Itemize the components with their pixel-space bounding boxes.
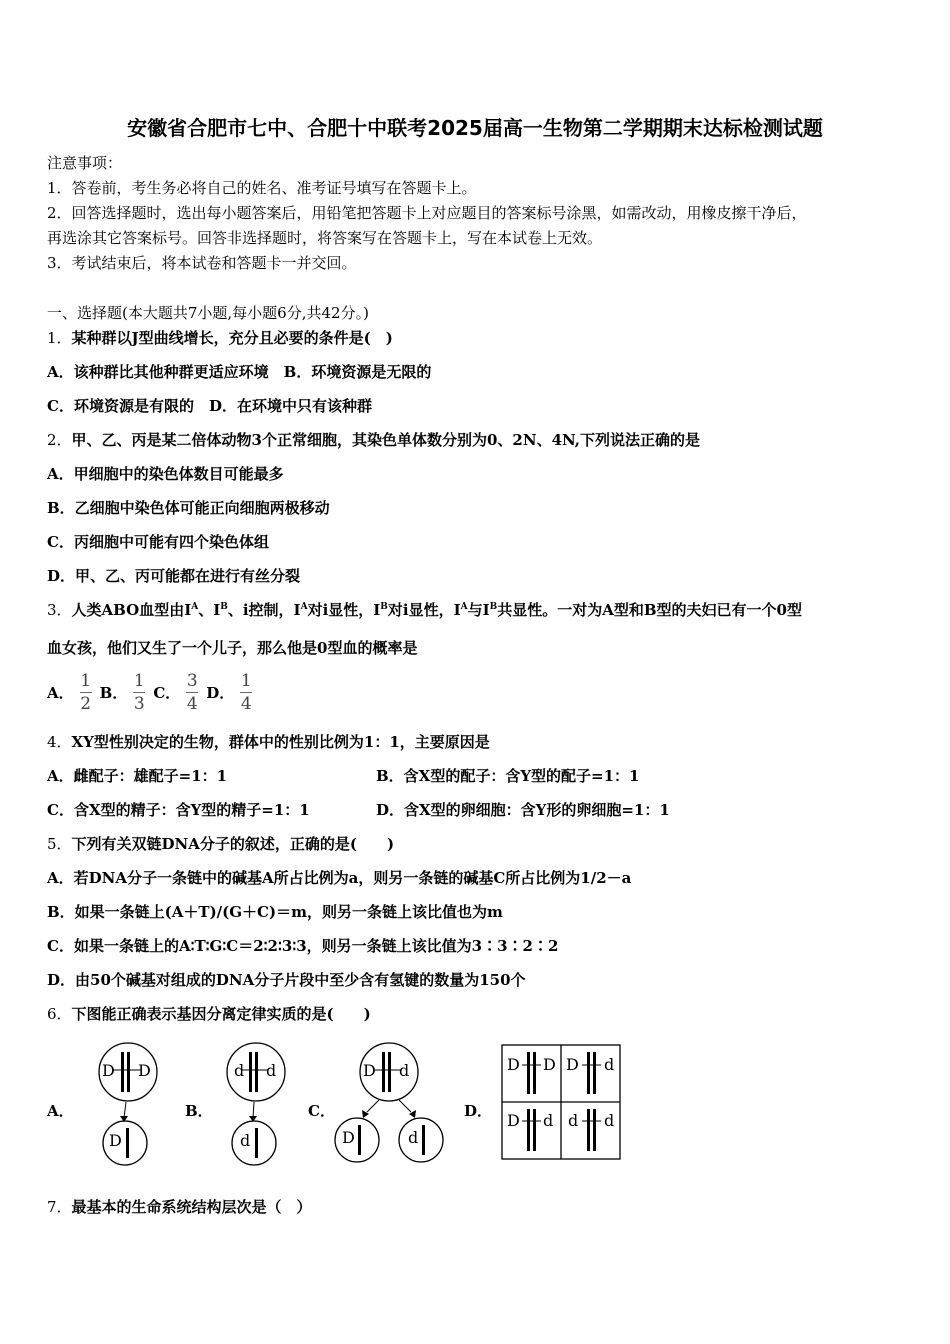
- gene-label: d: [234, 1061, 245, 1080]
- arrow: [124, 1102, 126, 1118]
- option-label: A．: [47, 684, 74, 702]
- gene-label: d: [568, 1111, 579, 1130]
- q4-option-b: B．含X型的配子：含Y型的配子=1：1: [376, 767, 640, 785]
- notice-item: 2．回答选择题时，选出每小题答案后，用铅笔把答题卡上对应题目的答案标号涂黑，如需改动，用橡皮擦干净后，: [47, 204, 807, 222]
- numerator: 1: [80, 671, 92, 691]
- gene-label: d: [240, 1131, 251, 1150]
- question-5: [47, 833, 394, 854]
- chromatid: [255, 1052, 258, 1092]
- q1-options-line-2: C．环境资源是有限的 D．在环境中只有该种群: [47, 397, 372, 415]
- q3-text: 对i显性，I: [307, 601, 381, 619]
- question-stem: XY型性别决定的生物，群体中的性别比例为1：1，主要原因是: [71, 733, 490, 751]
- gene-label: D: [363, 1061, 376, 1080]
- fraction: [240, 670, 252, 715]
- notice-heading: 注意事项：: [47, 154, 123, 172]
- q2-option-c: C．丙细胞中可能有四个染色体组: [47, 533, 269, 551]
- chromatid: [126, 1128, 129, 1158]
- cell-circle: [399, 1118, 443, 1162]
- question-number: 3．: [47, 601, 72, 619]
- cell-circle: [232, 1121, 276, 1165]
- q6-label-b: B．: [185, 1102, 213, 1120]
- denominator: 3: [133, 694, 145, 714]
- question-stem: 下列有关双链DNA分子的叙述，正确的是( ): [71, 835, 395, 853]
- arrow: [367, 1100, 379, 1112]
- q3-sup: B: [380, 602, 388, 612]
- gene-label: d: [604, 1055, 615, 1074]
- question-number: 4．: [47, 733, 72, 751]
- chromatid: [533, 1109, 536, 1151]
- question-6: [47, 1003, 371, 1024]
- q3-text: 共显性。一对为A型和B型的夫妇已有一个0型: [497, 601, 802, 619]
- question-stem: 甲、乙、丙是某二倍体动物3个正常细胞，其染色单体数分别为0、2N、4N,下列说法正确的是: [71, 431, 700, 449]
- chromatid: [593, 1109, 596, 1151]
- q4-option-d: D．含X型的卵细胞：含Y形的卵细胞=1：1: [376, 801, 670, 819]
- numerator: 3: [186, 671, 198, 691]
- question-number: 7．: [47, 1198, 72, 1216]
- page-title: 安徽省合肥市七中、合肥十中联考2025届高一生物第二学期期末达标检测试题: [127, 116, 823, 140]
- q3-text: 与I: [467, 601, 490, 619]
- question-stem: 最基本的生命系统结构层次是（ ）: [71, 1198, 312, 1216]
- chromatid: [527, 1052, 530, 1094]
- notice-item: 再选涂其它答案标号。回答非选择题时，将答案写在答题卡上，写在本试卷上无效。: [47, 229, 603, 247]
- chromatid: [249, 1052, 252, 1092]
- gene-label: D: [342, 1128, 355, 1147]
- q2-option-a: A．甲细胞中的染色体数目可能最多: [47, 465, 284, 483]
- gene-label: D: [109, 1131, 122, 1150]
- q3-text: 人类ABO血型由I: [71, 601, 192, 619]
- option-label: B．: [99, 684, 128, 702]
- q6-figure-b: [218, 1040, 298, 1170]
- q4-option-c: C．含X型的精子：含Y型的精子=1：1: [47, 801, 310, 819]
- chromatid: [255, 1128, 258, 1158]
- gene-label: D: [543, 1055, 556, 1074]
- q6-figure-c: [333, 1040, 453, 1170]
- q5-option-b: B．如果一条链上(A＋T)/(G＋C)＝m，则另一条链上该比值也为m: [47, 903, 503, 921]
- chromatid: [527, 1109, 530, 1151]
- q3-sup: B: [489, 602, 498, 612]
- question-number: 1．: [47, 329, 72, 347]
- question-stem: 下图能正确表示基因分离定律实质的是( ): [71, 1005, 371, 1023]
- notice-item: 1．答卷前，考生务必将自己的姓名、准考证号填写在答题卡上。: [47, 179, 477, 197]
- notice-item: 3．考试结束后，将本试卷和答题卡一并交回。: [47, 254, 357, 272]
- denominator: 4: [186, 694, 198, 714]
- q5-option-d: D．由50个碱基对组成的DNA分子片段中至少含有氢键的数量为150个: [47, 971, 526, 989]
- q3-sup: A: [300, 602, 308, 612]
- question-3: [47, 599, 802, 620]
- chromatid: [358, 1125, 361, 1155]
- q6-label-d: D．: [464, 1102, 493, 1120]
- q3-sup: B: [220, 602, 228, 612]
- gene-label: d: [604, 1111, 615, 1130]
- question-number: 2．: [47, 431, 72, 449]
- q3-sup: A: [460, 602, 468, 612]
- fraction: [186, 670, 198, 715]
- q3-text: 、i控制，I: [227, 601, 301, 619]
- chromatid: [388, 1052, 391, 1092]
- chromatid: [422, 1125, 425, 1155]
- chromatid: [593, 1052, 596, 1094]
- section-heading: 一、选择题(本大题共7小题,每小题6分,共42分。): [47, 304, 369, 322]
- arrow: [399, 1100, 411, 1112]
- chromatid: [587, 1052, 590, 1094]
- q1-options-line-1: A．该种群比其他种群更适应环境 B．环境资源是无限的: [47, 363, 432, 381]
- q3-text: 、I: [198, 601, 221, 619]
- numerator: 1: [240, 671, 252, 691]
- chromatid: [127, 1052, 130, 1092]
- question-1: [47, 327, 393, 348]
- q2-option-d: D．甲、乙、丙可能都在进行有丝分裂: [47, 567, 301, 585]
- question-4: [47, 731, 490, 752]
- arrow: [253, 1102, 254, 1118]
- gene-label: d: [399, 1061, 410, 1080]
- q2-option-b: B．乙细胞中染色体可能正向细胞两极移动: [47, 499, 330, 517]
- chromatid: [533, 1052, 536, 1094]
- q3-text: 对i显性，I: [387, 601, 461, 619]
- denominator: 2: [80, 694, 92, 714]
- fraction: [133, 670, 145, 715]
- gene-label: D: [566, 1055, 579, 1074]
- q4-option-a: A．雌配子：雄配子=1：1: [47, 767, 228, 785]
- chromatid: [587, 1109, 590, 1151]
- question-7: [47, 1196, 312, 1217]
- gene-label: D: [507, 1111, 520, 1130]
- q6-label-a: A．: [47, 1102, 74, 1120]
- question-stem: 某种群以J型曲线增长，充分且必要的条件是( ): [71, 329, 393, 347]
- gene-label: D: [507, 1055, 520, 1074]
- q5-option-c: C．如果一条链上的A∶T∶G∶C＝2∶2∶3∶3，则另一条链上该比值为3∶3∶2∶2: [47, 937, 559, 955]
- q3-sup: A: [191, 602, 199, 612]
- q3-options: [47, 670, 260, 715]
- gene-label: D: [138, 1061, 151, 1080]
- numerator: 1: [133, 671, 145, 691]
- chromatid: [382, 1052, 385, 1092]
- question-number: 5．: [47, 835, 72, 853]
- gene-label: d: [266, 1061, 277, 1080]
- chromatid: [121, 1052, 124, 1092]
- question-number: 6．: [47, 1005, 72, 1023]
- q6-label-c: C．: [308, 1102, 335, 1120]
- gene-label: d: [543, 1111, 554, 1130]
- q3-line-2: 血女孩，他们又生了一个儿子，那么他是0型血的概率是: [47, 639, 418, 657]
- denominator: 4: [240, 694, 252, 714]
- q6-figure-d: [500, 1043, 622, 1161]
- option-label: C．: [153, 684, 181, 702]
- q6-figure-a: [88, 1040, 168, 1170]
- question-2: [47, 429, 700, 450]
- gene-label: d: [408, 1128, 419, 1147]
- option-label: D．: [206, 684, 235, 702]
- q5-option-a: A．若DNA分子一条链中的碱基A所占比例为a，则另一条链的碱基C所占比例为1/2－a: [47, 869, 632, 887]
- gene-label: D: [102, 1061, 115, 1080]
- fraction: [80, 670, 92, 715]
